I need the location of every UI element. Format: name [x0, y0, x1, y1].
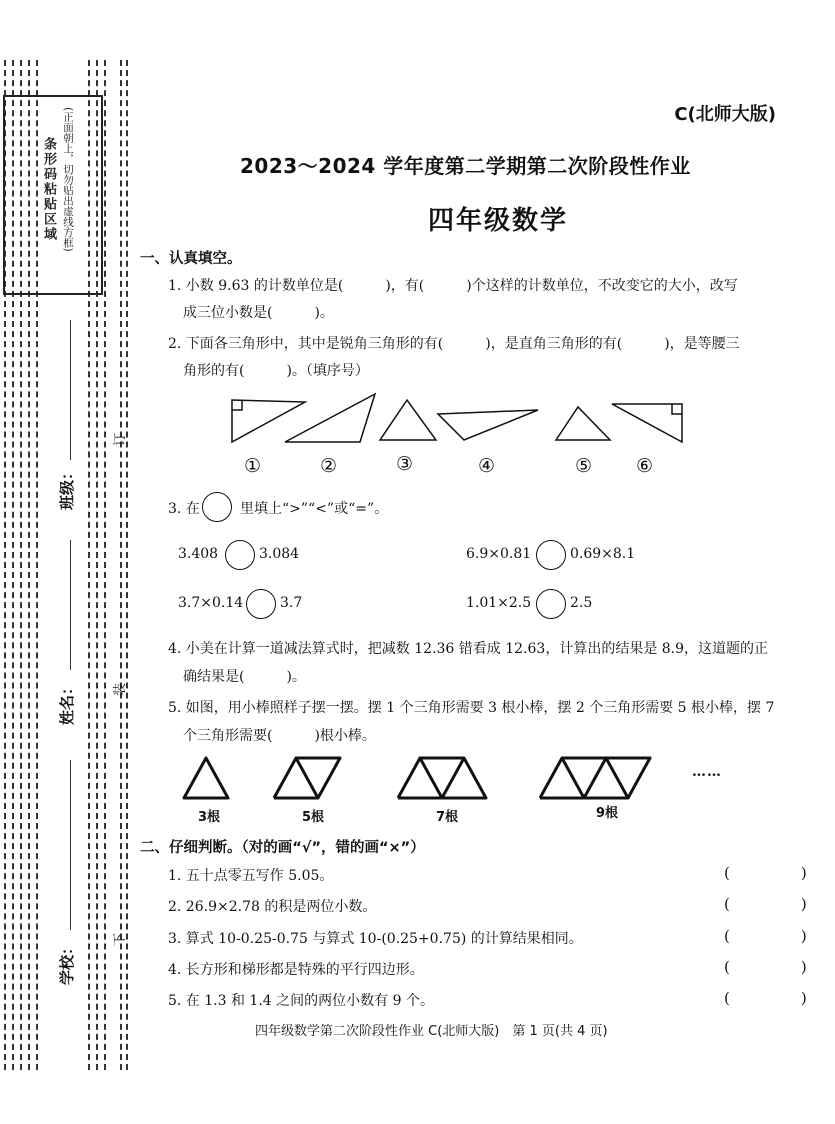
judge-item-1: 1. 五十点零五写作 5.05。: [168, 868, 334, 884]
compare-right-2: 0.69×8.1: [570, 546, 636, 562]
barcode-label: 条形码粘贴区域: [41, 137, 56, 242]
q3-suffix: 里填上“>”“<”或“=”。: [240, 501, 389, 517]
binding-dash-line: [126, 60, 128, 1070]
cut-mark-top: 订: [113, 432, 129, 447]
name-label: 姓名：: [58, 679, 76, 725]
q1-line2: 成三位小数是( )。: [183, 305, 334, 321]
triangle-4: [438, 410, 538, 440]
compare-circle-1[interactable]: [225, 540, 255, 570]
stick-label-3: 7根: [436, 810, 459, 825]
q1-line1: 1. 小数 9.63 的计数单位是( )，有( )个这样的计数单位，不改变它的大小，改写: [168, 278, 738, 294]
compare-left-4: 1.01×2.5: [466, 595, 532, 611]
section1-title: 一、认真填空。: [140, 251, 242, 267]
compare-left-1: 3.408: [178, 546, 219, 562]
stick-pattern-3: [398, 758, 486, 798]
q5-line2: 个三角形需要( )根小棒。: [183, 728, 376, 744]
compare-circle-3[interactable]: [246, 589, 276, 619]
page-title: 2023～2024 学年度第二学期第二次阶段性作业: [240, 154, 691, 178]
compare-circle-2[interactable]: [536, 540, 566, 570]
compare-right-4: 2.5: [570, 595, 593, 611]
subject-title: 四年级数学: [428, 206, 569, 236]
stick-pattern-2: [274, 758, 340, 798]
right-angle-mark-6: [672, 404, 682, 414]
stick-pattern-1: [184, 758, 228, 798]
right-angle-mark-1: [232, 400, 242, 410]
compare-right-3: 3.7: [280, 595, 303, 611]
judge-item-5: 5. 在 1.3 和 1.4 之间的两位小数有 9 个。: [168, 993, 434, 1009]
judge-item-4: 4. 长方形和梯形都是特殊的平行四边形。: [168, 962, 424, 978]
triangle-label-3: ③: [396, 453, 414, 475]
triangle-5: [556, 407, 610, 440]
section2-title: 二、仔细判断。（对的画“√”，错的画“×”）: [140, 840, 425, 856]
q5-line1: 5. 如图，用小棒照样子摆一摆。摆 1 个三角形需要 3 根小棒，摆 2 个三角形需要 5 根小棒，摆 7: [168, 700, 775, 716]
judge-item-2: 2. 26.9×2.78 的积是两位小数。: [168, 899, 377, 915]
stick-triangles-figure: [180, 752, 680, 804]
class-fill-line: [70, 320, 71, 460]
class-label: 班级：: [58, 464, 76, 510]
stick-pattern-4: [540, 758, 650, 798]
answer-paren-3[interactable]: ( ): [724, 927, 835, 945]
school-fill-line: [70, 760, 71, 930]
cut-mark-bottom: 下: [113, 932, 129, 947]
q2-line1: 2. 下面各三角形中，其中是锐角三角形的有( )，是直角三角形的有( )，是等腰三: [168, 336, 740, 352]
stick-label-1: 3根: [198, 810, 221, 825]
q3-prefix: 3. 在: [168, 501, 200, 517]
triangle-label-6: ⑥: [636, 455, 654, 477]
triangle-label-4: ④: [478, 455, 496, 477]
q2-line2: 角形的有( )。（填序号）: [183, 363, 369, 379]
compare-right-1: 3.084: [259, 546, 300, 562]
stick-label-2: 5根: [302, 810, 325, 825]
stick-ellipsis: ……: [692, 764, 722, 780]
binding-dash-line: [104, 60, 106, 1070]
answer-paren-5[interactable]: ( ): [724, 989, 835, 1007]
barcode-box: [3, 95, 103, 295]
stick-label-4: 9根: [596, 806, 619, 821]
triangle-1: [232, 400, 305, 442]
triangle-label-1: ①: [244, 455, 262, 477]
name-fill-line: [70, 540, 71, 670]
page-footer: 四年级数学第二次阶段性作业 C(北师大版) 第 1 页(共 4 页): [255, 1024, 608, 1039]
answer-paren-1[interactable]: ( ): [724, 864, 835, 882]
triangle-label-5: ⑤: [575, 455, 593, 477]
compare-left-2: 6.9×0.81: [466, 546, 532, 562]
compare-circle-example: [202, 492, 232, 522]
triangles-figure: [220, 390, 690, 450]
answer-paren-4[interactable]: ( ): [724, 958, 835, 976]
judge-item-3: 3. 算式 10-0.25-0.75 与算式 10-(0.25+0.75) 的计算结果相同。: [168, 931, 583, 947]
compare-circle-4[interactable]: [536, 589, 566, 619]
cut-mark-mid: 装: [113, 682, 129, 697]
q4-line1: 4. 小美在计算一道减法算式时，把减数 12.36 错看成 12.63，计算出的结果是 8.9，这道题的正: [168, 641, 769, 657]
triangle-3: [380, 400, 436, 440]
school-label: 学校：: [58, 939, 76, 985]
q4-line2: 确结果是( )。: [183, 669, 306, 685]
barcode-note: (正面朝上，切勿贴出虚线方框): [62, 107, 74, 252]
answer-paren-2[interactable]: ( ): [724, 895, 835, 913]
edition-label: C(北师大版): [674, 104, 776, 125]
compare-left-3: 3.7×0.14: [178, 595, 244, 611]
binding-dash-line: [120, 60, 122, 1070]
triangle-label-2: ②: [320, 455, 338, 477]
